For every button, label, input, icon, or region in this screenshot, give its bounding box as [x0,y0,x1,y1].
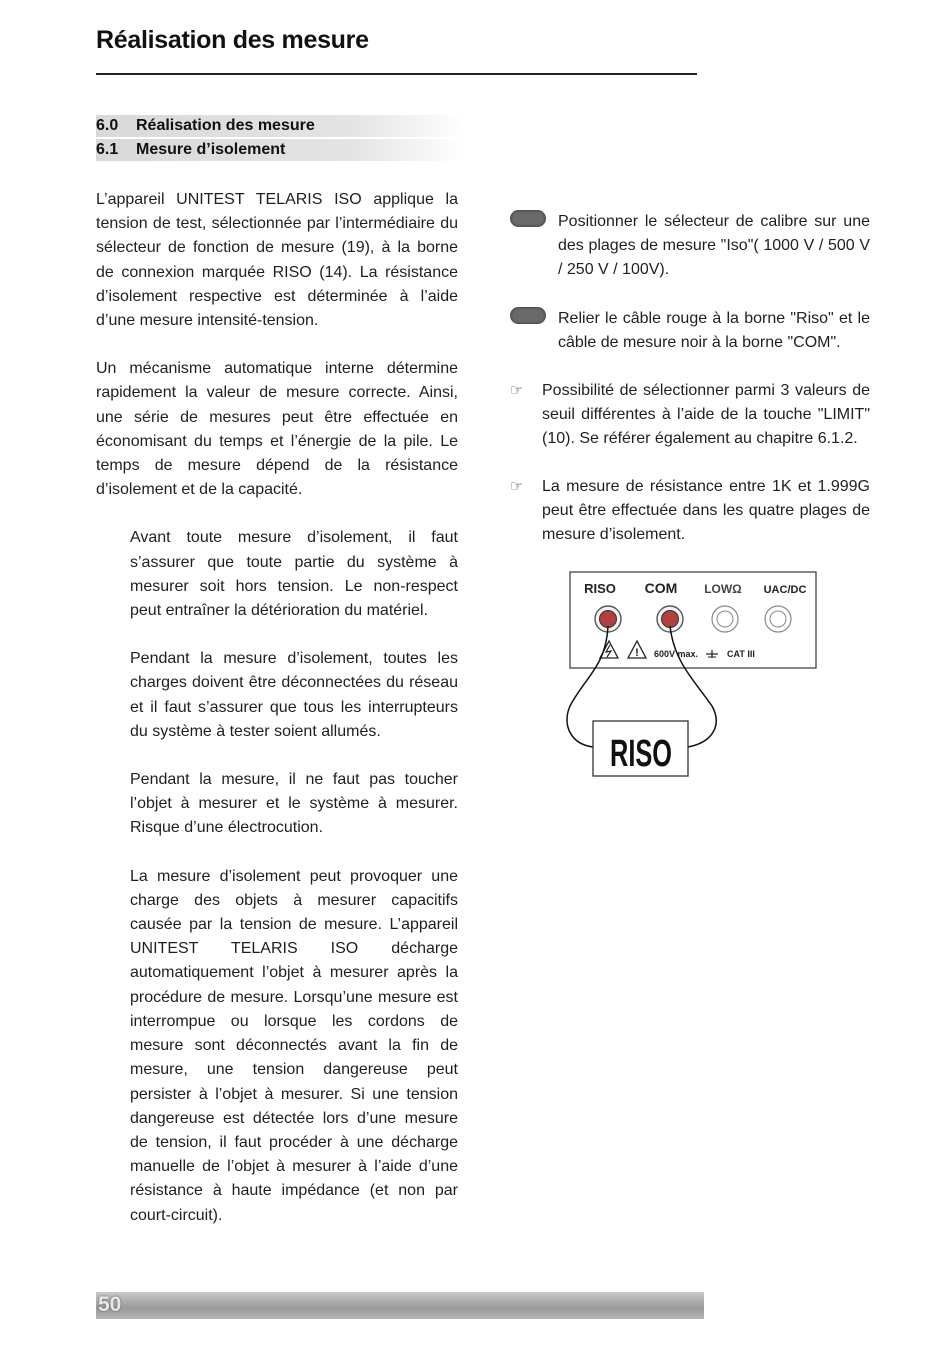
footer-bar [96,1292,704,1319]
page-title: Réalisation des mesure [96,26,369,54]
riso-box-label: RISO [610,733,672,775]
terminal-com-socket [662,611,679,628]
svg-text:!: ! [635,647,639,659]
terminal-label-low-ohm: LOWΩ [704,582,742,596]
warning-paragraph: Pendant la mesure, il ne faut pas toucher l’objet à mesurer et le système à mesurer. Risque d’une électrocution. [130,771,458,837]
step-bullet-icon [510,307,546,324]
paragraph-automatic: Un mécanisme automatique interne détermine rapidement la valeur de mesure correcte. Ainsi, une série de mesures peut être effectuée en économisant du temps et l’énergie de la pile. Le temps de mesure dépend de la résistance d’isolement et de la capacité. [96,360,458,499]
pointing-hand-icon: ☞ [510,382,524,399]
left-column [96,188,458,1252]
section-title: Réalisation des mesure [136,117,315,134]
pointing-hand-icon: ☞ [510,478,524,495]
terminal-diagram [560,566,830,782]
title-rule [96,73,697,75]
voltage-rating: 600V max. [654,649,699,659]
terminal-label-riso: RISO [584,581,616,596]
section-heading-6-0 [96,117,315,135]
step-text: Relier le câble rouge à la borne "Riso" et le câble de mesure noir à la borne "COM". [558,310,870,352]
note-text: La mesure de résistance entre 1K et 1.999G peut être effectuée dans les quatre plages de mesure d’isolement. [542,478,870,544]
terminal-uac-dc-socket [770,611,786,627]
warning-paragraph: Pendant la mesure d’isolement, toutes les charges doivent être déconnectées du réseau et il faut s’assurer que tous les interrupteurs du système à tester soient allumés. [130,650,458,740]
page-number: 50 [98,1293,122,1316]
paragraph-intro: L’appareil UNITEST TELARIS ISO applique la tension de test, sélectionnée par l’intermédiaire du sélecteur de fonction de mesure (19), à la borne de connexion marquée RISO (14). La résistance d’isolement respective est déterminée à l’aide d’une mesure intensité-tension. [96,191,458,330]
terminal-label-uac-dc: UAC/DC [763,584,807,596]
section-number: 6.0 [96,117,119,134]
terminal-riso-socket [600,611,617,628]
warning-paragraph: La mesure d’isolement peut provoquer une charge des objets à mesurer capacitifs causée par la tension de mesure. L’appareil UNITEST TELARIS ISO décharge automatiquement l’objet à mesurer après la procédure de mesure. Lorsqu’une mesure est interrompue ou lorsque les cordons de mesure sont déconnectés avant la fin de mesure, une tension dangereuse peut persister à l’objet à mesurer. Si une tension dangereuse est détectée lors d’une mesure de tension, il faut procéder à une décharge manuelle de l’objet à mesurer à l’aide d’une résistance à haute impédance (et non par court-circuit). [130,867,458,1224]
section-title: Mesure d’isolement [136,141,286,158]
section-number: 6.1 [96,141,119,158]
section-heading-6-1 [96,141,285,159]
warning-paragraph: Avant toute mesure d’isolement, il faut s’assurer que toute partie du système à mesurer soit hors tension. Le non-respect peut entraîner la détérioration du matériel. [130,529,458,620]
note-text: Possibilité de sélectionner parmi 3 valeurs de seuil différentes à l’aide de la touche "LIMIT" (10). Se référer également au chapitre 6.1.2. [542,382,870,448]
terminal-low-ohm-socket [717,611,733,627]
step-bullet-icon [510,210,546,227]
step-text: Positionner le sélecteur de calibre sur une des plages de mesure "Iso"( 1000 V / 500 V / 250 V / 100V). [558,213,870,279]
terminal-label-com: COM [644,580,678,596]
cat-rating: CAT III [727,649,755,659]
